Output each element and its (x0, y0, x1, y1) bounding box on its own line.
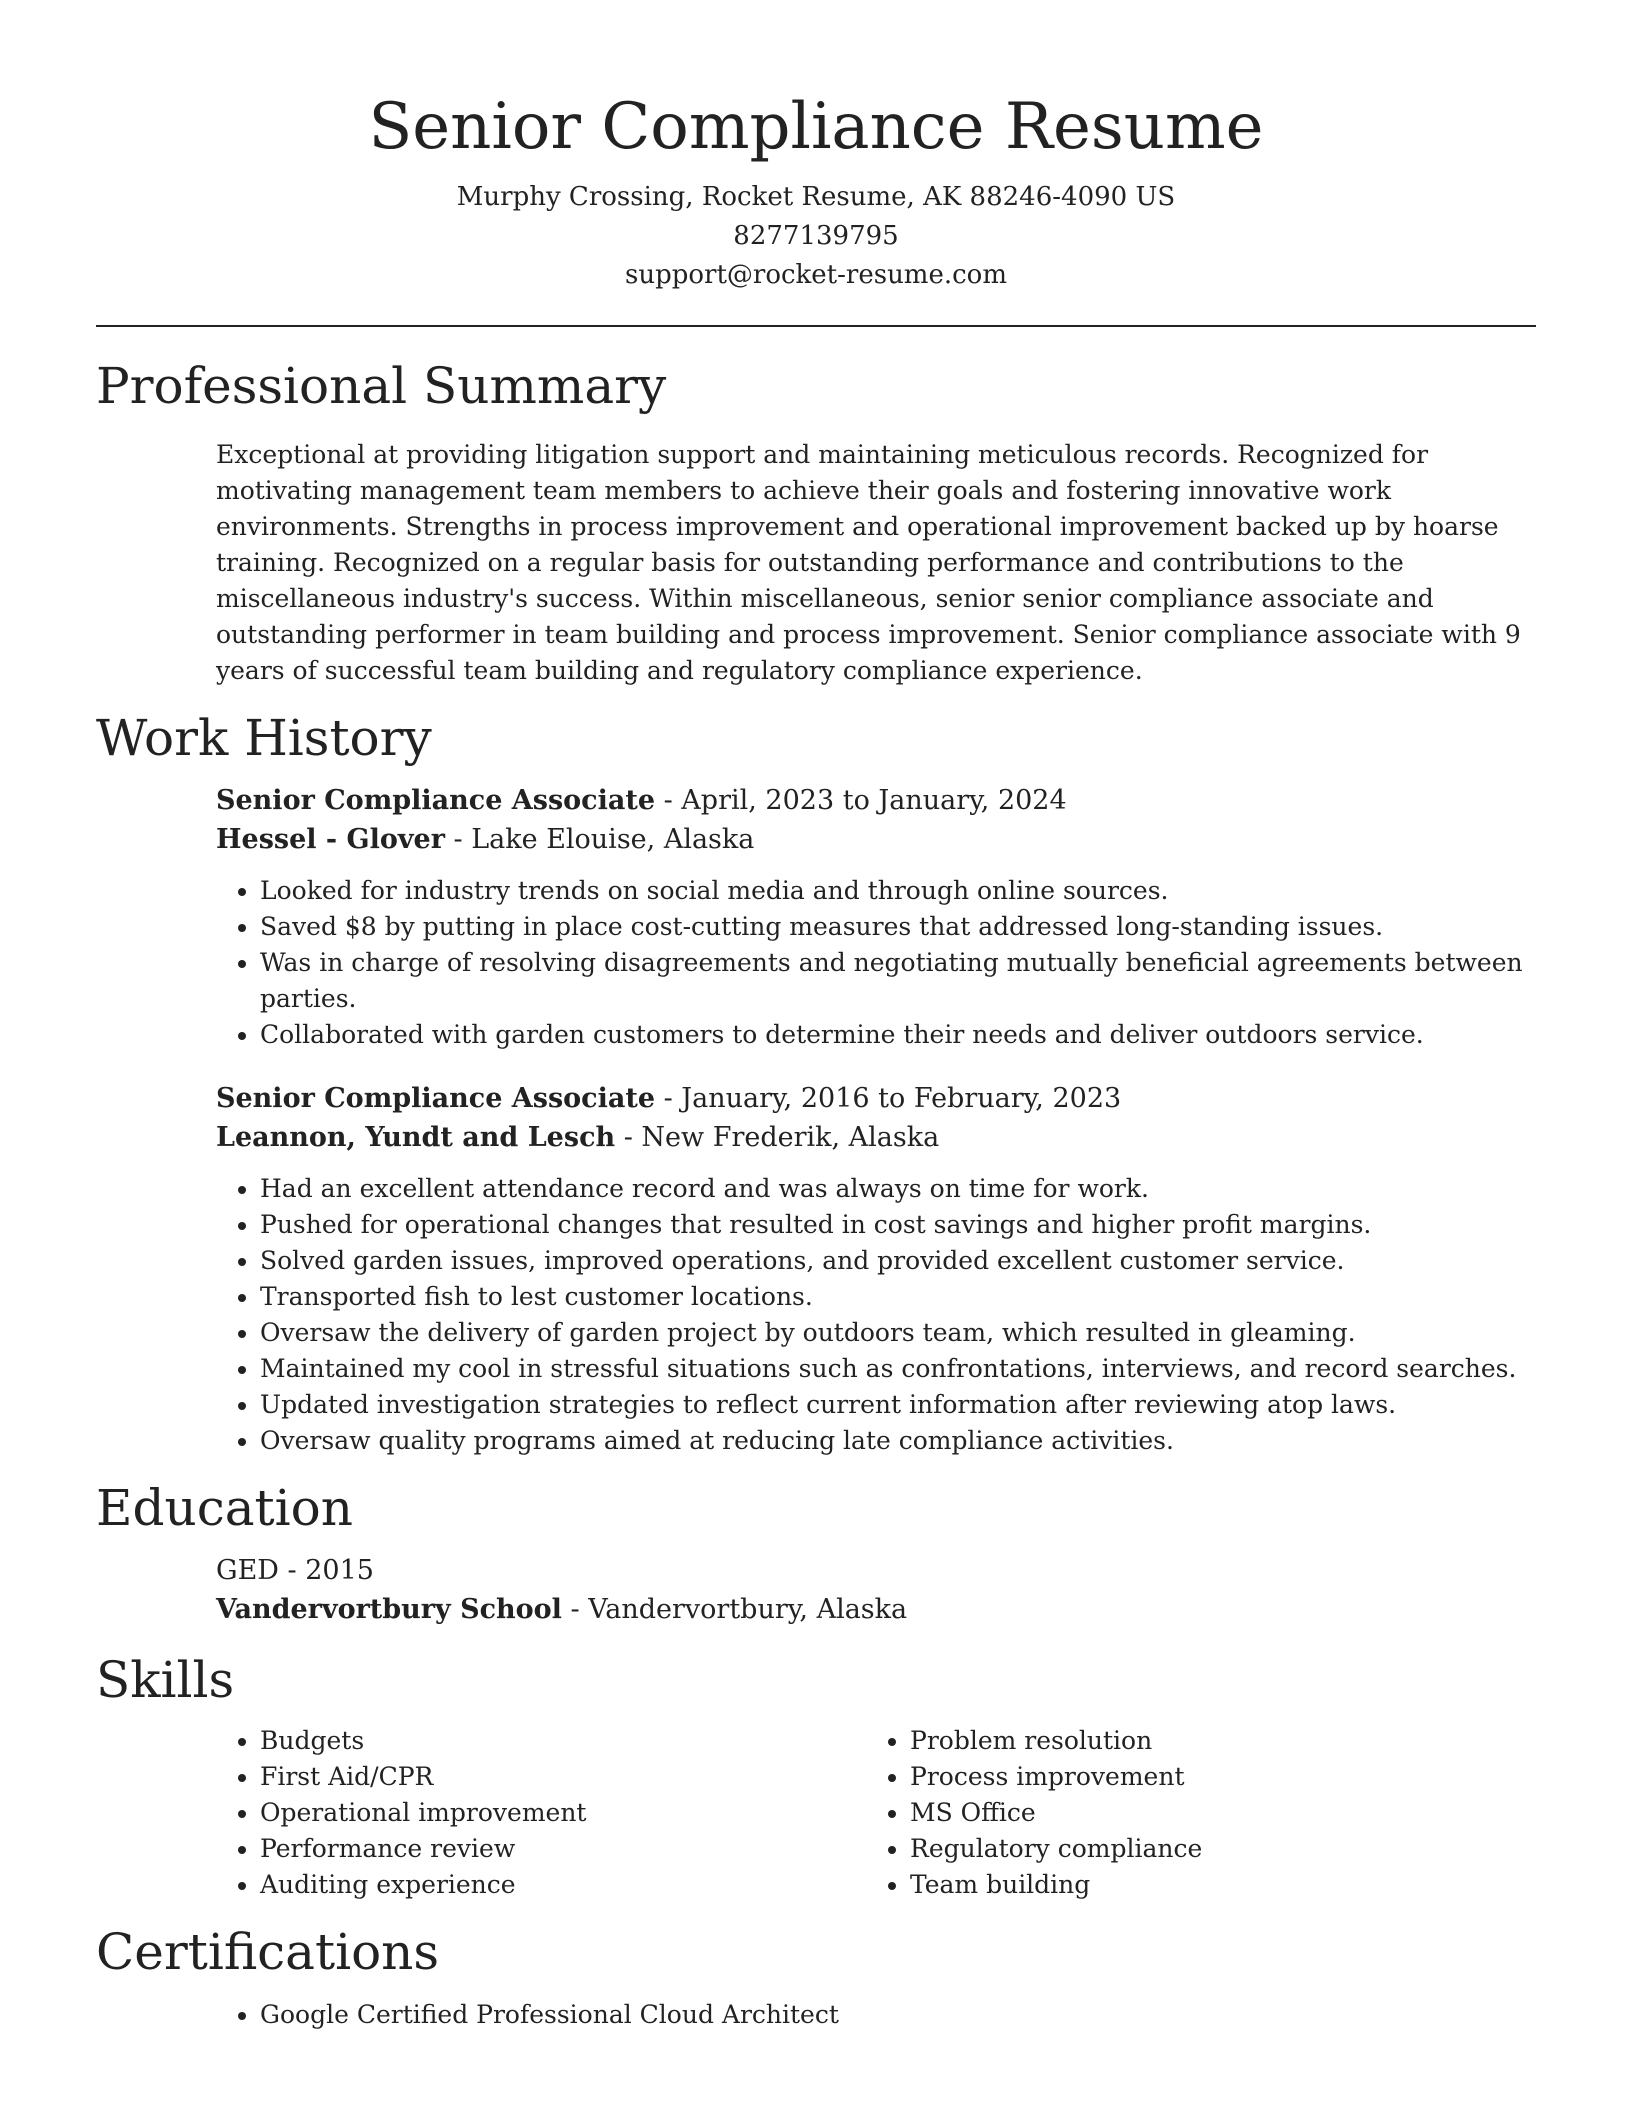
list-item: • Looked for industry trends on social media and through online sources. (260, 873, 1536, 909)
certifications-section (96, 1921, 1536, 2033)
list-item: • Budgets (260, 1723, 866, 1759)
work-body (96, 781, 1536, 1459)
certifications-heading: Certifications (96, 1923, 440, 1981)
job-company: Hessel - Glover (216, 824, 445, 855)
education-heading: Education (96, 1479, 353, 1537)
education-school-line (216, 1590, 1536, 1629)
list-item: • Auditing experience (260, 1867, 866, 1903)
resume-title: Senior Compliance Resume (368, 90, 1264, 164)
education-school: Vandervortbury School (216, 1594, 562, 1625)
list-item: • MS Office (910, 1795, 1516, 1831)
work-section (96, 707, 1536, 1459)
summary-heading: Professional Summary (96, 357, 667, 415)
list-item: • Collaborated with garden customers to determine their needs and deliver outdoors service. (260, 1017, 1536, 1053)
job-role: Senior Compliance Associate (216, 1083, 656, 1114)
job-entry (216, 781, 1536, 1053)
job-bullets (216, 873, 1536, 1053)
certifications-body (96, 1997, 1536, 2033)
list-item: • Regulatory compliance (910, 1831, 1516, 1867)
job-role: Senior Compliance Associate (216, 785, 656, 816)
skills-body (96, 1723, 1536, 1903)
job-company: Leannon, Yundt and Lesch (216, 1122, 616, 1153)
list-item: • Solved garden issues, improved operations, and provided excellent customer service. (260, 1243, 1536, 1279)
list-item: • Oversaw quality programs aimed at reducing late compliance activities. (260, 1423, 1536, 1459)
certifications-list (216, 1997, 1536, 2033)
list-item: • Was in charge of resolving disagreements and negotiating mutually beneficial agreements between parties. (260, 945, 1536, 1017)
job-title-line (216, 1079, 1536, 1118)
list-item: • Google Certified Professional Cloud Architect (260, 1997, 1536, 2033)
list-item: • Transported fish to lest customer locations. (260, 1279, 1536, 1315)
contact-phone: 8277139795 (733, 221, 899, 251)
list-item: • Team building (910, 1867, 1516, 1903)
job-company-line (216, 1118, 1536, 1157)
job-dates: - April, 2023 to January, 2024 (655, 785, 1067, 816)
header-divider (96, 325, 1536, 327)
skills-list-right (866, 1723, 1516, 1903)
list-item: • Performance review (260, 1831, 866, 1867)
job-location: - Lake Elouise, Alaska (444, 824, 755, 855)
summary-body (96, 437, 1536, 689)
skills-column-left (216, 1723, 866, 1903)
education-section (96, 1477, 1536, 1629)
resume-header (96, 0, 1536, 295)
skills-grid (216, 1723, 1536, 1903)
job-location: - New Frederik, Alaska (615, 1122, 940, 1153)
skills-section (96, 1649, 1536, 1903)
job-dates: - January, 2016 to February, 2023 (655, 1083, 1122, 1114)
job-title-line (216, 781, 1536, 820)
job-bullets (216, 1171, 1536, 1459)
list-item: • Had an excellent attendance record and was always on time for work. (260, 1171, 1536, 1207)
skills-list-left (216, 1723, 866, 1903)
list-item: • Process improvement (910, 1759, 1516, 1795)
education-body (96, 1551, 1536, 1629)
skills-heading: Skills (96, 1651, 235, 1709)
list-item: • Updated investigation strategies to reflect current information after reviewing atop laws. (260, 1387, 1536, 1423)
work-heading: Work History (96, 709, 432, 767)
education-location: - Vandervortbury, Alaska (561, 1594, 908, 1625)
list-item: • Saved $8 by putting in place cost-cutting measures that addressed long-standing issues. (260, 909, 1536, 945)
list-item: • First Aid/CPR (260, 1759, 866, 1795)
education-degree: GED - 2015 (216, 1555, 374, 1586)
list-item: • Maintained my cool in stressful situations such as confrontations, interviews, and record searches. (260, 1351, 1536, 1387)
contact-block (96, 178, 1536, 295)
skills-column-right (866, 1723, 1516, 1903)
contact-address: Murphy Crossing, Rocket Resume, AK 88246-4090 US (456, 182, 1176, 212)
list-item: • Operational improvement (260, 1795, 866, 1831)
job-entry (216, 1079, 1536, 1459)
job-company-line (216, 820, 1536, 859)
list-item: • Oversaw the delivery of garden project by outdoors team, which resulted in gleaming. (260, 1315, 1536, 1351)
summary-text: Exceptional at providing litigation support and maintaining meticulous records. Recognized for motivating management team members to achieve their goals and fostering innovative work environments. Strengths in process improvement and operational improvement backed up by hoarse training. Recognized on a regular basis for outstanding performance and contributions to the miscellaneous industry's success. Within miscellaneous, senior senior compliance associate and outstanding performer in team building and process improvement. Senior compliance associate with 9 years of successful team building and regulatory compliance experience. (216, 440, 1521, 685)
list-item: • Problem resolution (910, 1723, 1516, 1759)
contact-email: support@rocket-resume.com (624, 260, 1007, 290)
list-item: • Pushed for operational changes that resulted in cost savings and higher profit margins. (260, 1207, 1536, 1243)
summary-section (96, 355, 1536, 689)
